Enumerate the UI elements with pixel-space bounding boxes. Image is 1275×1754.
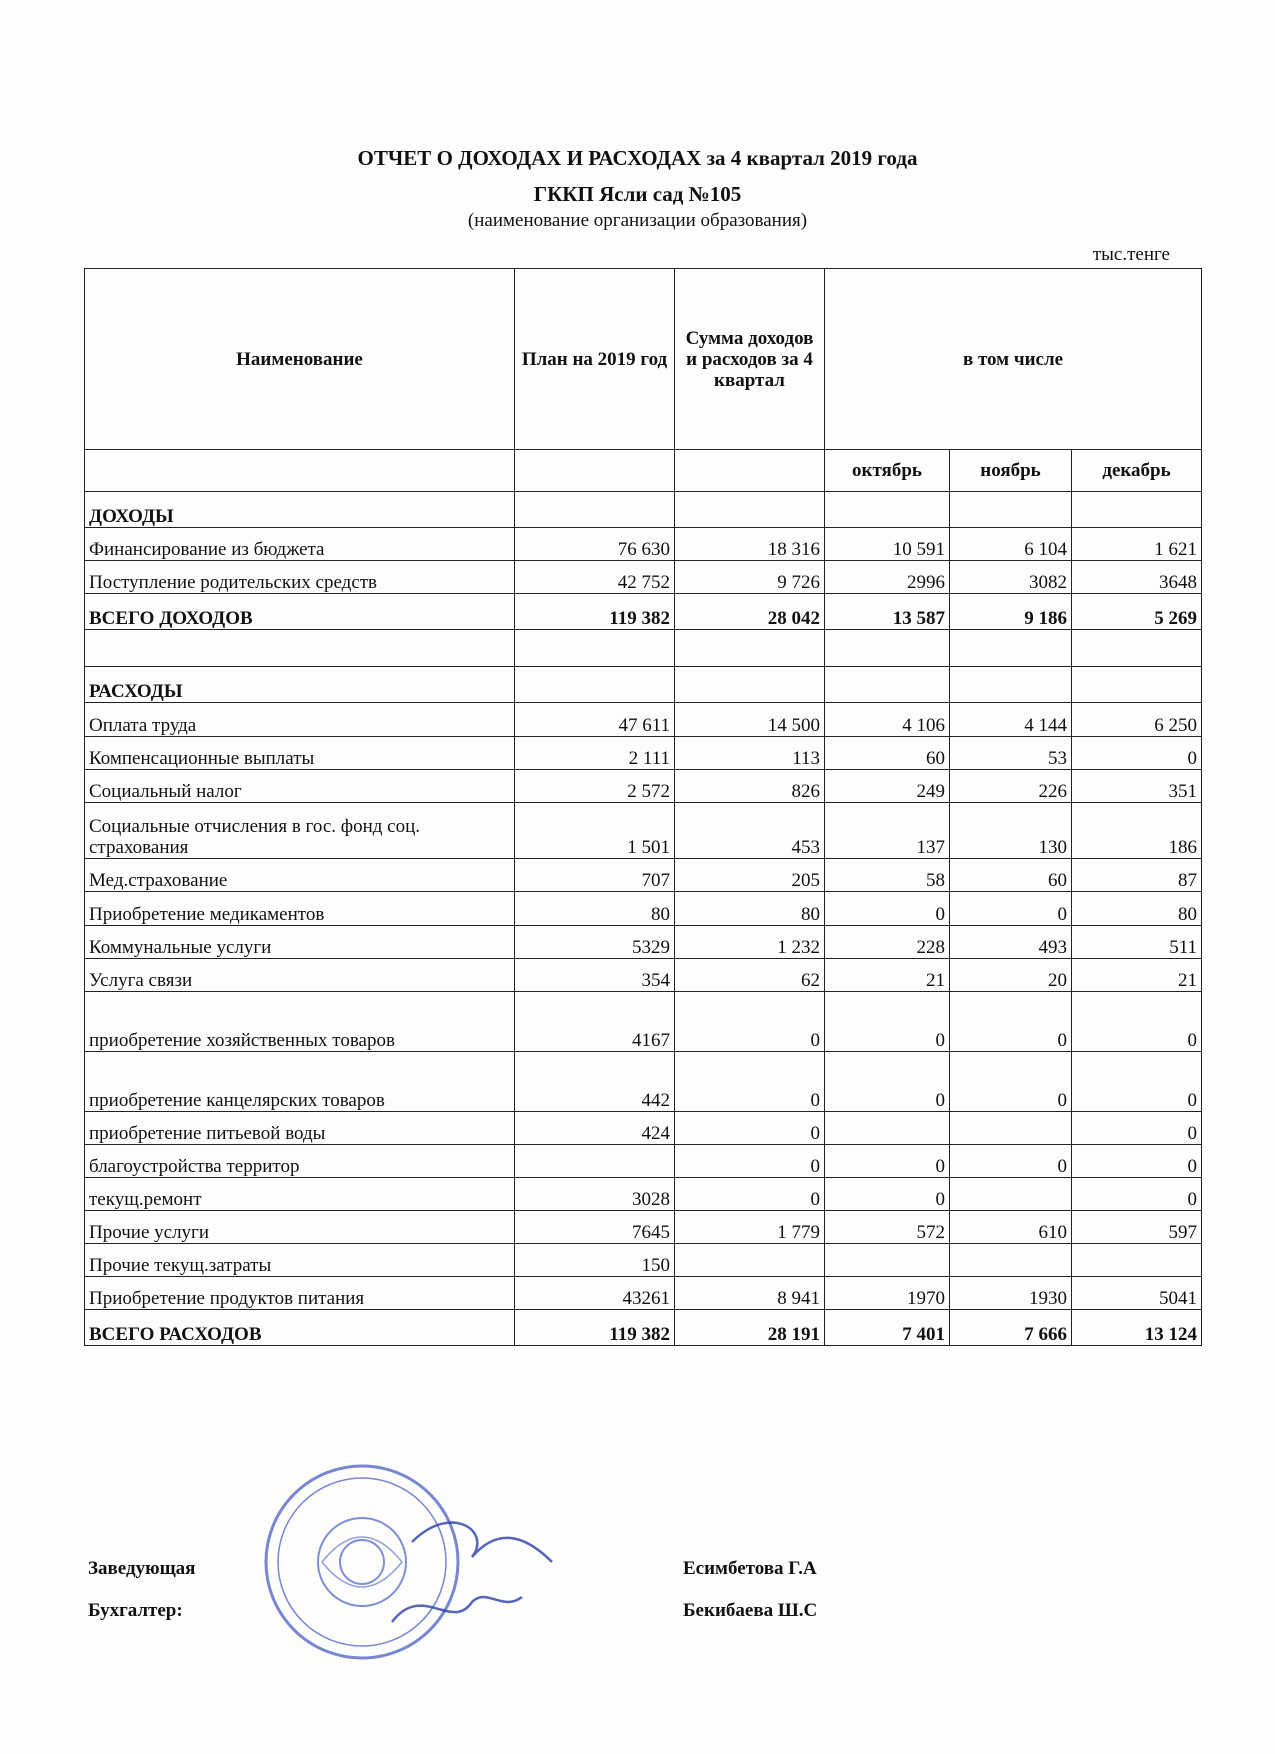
row-november xyxy=(950,630,1072,667)
row-december xyxy=(1072,630,1202,667)
table-row xyxy=(85,1244,1202,1277)
row-plan: 707 xyxy=(515,859,675,892)
row-plan xyxy=(515,1145,675,1178)
row-october: 0 xyxy=(825,992,950,1052)
row-sum: 0 xyxy=(675,992,825,1052)
row-december xyxy=(1072,667,1202,703)
row-december: 1 621 xyxy=(1072,528,1202,561)
row-december: 0 xyxy=(1072,1112,1202,1145)
row-december: 21 xyxy=(1072,959,1202,992)
header-name: Наименование xyxy=(85,269,515,450)
row-november: 6 104 xyxy=(950,528,1072,561)
row-october: 0 xyxy=(825,1178,950,1211)
row-october: 7 401 xyxy=(825,1310,950,1346)
row-december: 5 269 xyxy=(1072,594,1202,630)
table-row xyxy=(85,803,1202,859)
row-november: 60 xyxy=(950,859,1072,892)
row-sum: 8 941 xyxy=(675,1277,825,1310)
row-december: 87 xyxy=(1072,859,1202,892)
table-row xyxy=(85,892,1202,926)
row-sum: 1 779 xyxy=(675,1211,825,1244)
row-name: Приобретение продуктов питания xyxy=(85,1277,515,1310)
row-name: Услуга связи xyxy=(85,959,515,992)
row-december: 511 xyxy=(1072,926,1202,959)
row-plan: 3028 xyxy=(515,1178,675,1211)
official-stamp-seal xyxy=(262,1462,562,1662)
row-december: 0 xyxy=(1072,992,1202,1052)
table-row xyxy=(85,959,1202,992)
row-name: текущ.ремонт xyxy=(85,1178,515,1211)
row-plan: 7645 xyxy=(515,1211,675,1244)
header-month-december: декабрь xyxy=(1072,450,1202,492)
report-table xyxy=(84,268,1202,1346)
row-name: приобретение хозяйственных товаров xyxy=(85,992,515,1052)
row-sum: 28 042 xyxy=(675,594,825,630)
header-month-november: ноябрь xyxy=(950,450,1072,492)
row-november: 20 xyxy=(950,959,1072,992)
row-october xyxy=(825,1244,950,1277)
table-row xyxy=(85,770,1202,803)
header-including: в том числе xyxy=(825,269,1202,450)
header-month-october: октябрь xyxy=(825,450,950,492)
row-sum xyxy=(675,1244,825,1277)
row-december: 0 xyxy=(1072,1052,1202,1112)
row-sum xyxy=(675,630,825,667)
table-row xyxy=(85,926,1202,959)
header-empty xyxy=(675,450,825,492)
row-december: 597 xyxy=(1072,1211,1202,1244)
row-november: 130 xyxy=(950,803,1072,859)
table-row xyxy=(85,1211,1202,1244)
row-december: 13 124 xyxy=(1072,1310,1202,1346)
row-plan: 119 382 xyxy=(515,594,675,630)
row-name: Коммунальные услуги xyxy=(85,926,515,959)
row-name: приобретение питьевой воды xyxy=(85,1112,515,1145)
header-plan: План на 2019 год xyxy=(515,269,675,450)
head-role: Заведующая xyxy=(88,1558,196,1579)
row-october xyxy=(825,492,950,528)
row-december: 0 xyxy=(1072,737,1202,770)
row-december xyxy=(1072,1244,1202,1277)
row-december: 351 xyxy=(1072,770,1202,803)
table-row xyxy=(85,1145,1202,1178)
row-october: 1970 xyxy=(825,1277,950,1310)
row-december: 0 xyxy=(1072,1145,1202,1178)
table-row xyxy=(85,1277,1202,1310)
row-sum: 826 xyxy=(675,770,825,803)
row-name: Финансирование из бюджета xyxy=(85,528,515,561)
row-plan xyxy=(515,630,675,667)
row-november: 493 xyxy=(950,926,1072,959)
row-sum: 0 xyxy=(675,1052,825,1112)
row-name: Прочие услуги xyxy=(85,1211,515,1244)
row-december: 80 xyxy=(1072,892,1202,926)
table-row xyxy=(85,1310,1202,1346)
row-plan: 424 xyxy=(515,1112,675,1145)
row-october: 0 xyxy=(825,892,950,926)
row-plan: 76 630 xyxy=(515,528,675,561)
row-plan: 1 501 xyxy=(515,803,675,859)
row-name: ВСЕГО РАСХОДОВ xyxy=(85,1310,515,1346)
row-november: 0 xyxy=(950,1052,1072,1112)
row-december: 0 xyxy=(1072,1178,1202,1211)
row-october: 60 xyxy=(825,737,950,770)
row-name: Приобретение медикаментов xyxy=(85,892,515,926)
organization-name: ГККП Ясли сад №105 xyxy=(533,182,742,206)
row-plan: 43261 xyxy=(515,1277,675,1310)
table-row xyxy=(85,859,1202,892)
row-name: Социальный налог xyxy=(85,770,515,803)
row-sum: 453 xyxy=(675,803,825,859)
row-sum xyxy=(675,492,825,528)
row-name: Компенсационные выплаты xyxy=(85,737,515,770)
table-row xyxy=(85,703,1202,737)
row-sum: 62 xyxy=(675,959,825,992)
row-plan: 354 xyxy=(515,959,675,992)
row-october: 13 587 xyxy=(825,594,950,630)
row-november xyxy=(950,1244,1072,1277)
row-october: 10 591 xyxy=(825,528,950,561)
row-name: Мед.страхование xyxy=(85,859,515,892)
row-plan: 442 xyxy=(515,1052,675,1112)
row-november xyxy=(950,1178,1072,1211)
row-november xyxy=(950,667,1072,703)
row-plan: 150 xyxy=(515,1244,675,1277)
table-row xyxy=(85,492,1202,528)
row-november: 610 xyxy=(950,1211,1072,1244)
row-november: 53 xyxy=(950,737,1072,770)
row-december: 186 xyxy=(1072,803,1202,859)
row-november: 7 666 xyxy=(950,1310,1072,1346)
table-row xyxy=(85,594,1202,630)
row-sum: 28 191 xyxy=(675,1310,825,1346)
table-row xyxy=(85,1178,1202,1211)
row-plan: 4167 xyxy=(515,992,675,1052)
accountant-name: Бекибаева Ш.С xyxy=(683,1600,818,1621)
row-sum: 1 232 xyxy=(675,926,825,959)
row-name: Прочие текущ.затраты xyxy=(85,1244,515,1277)
report-title: ОТЧЕТ О ДОХОДАХ И РАСХОДАХ за 4 квартал 2019 года xyxy=(357,146,918,170)
row-october: 21 xyxy=(825,959,950,992)
header-sum: Сумма доходов и расходов за 4 квартал xyxy=(675,269,825,450)
row-plan: 80 xyxy=(515,892,675,926)
row-name: приобретение канцелярских товаров xyxy=(85,1052,515,1112)
accountant-role: Бухгалтер: xyxy=(88,1600,183,1621)
row-sum: 205 xyxy=(675,859,825,892)
row-plan xyxy=(515,492,675,528)
row-plan: 42 752 xyxy=(515,561,675,594)
row-october xyxy=(825,1112,950,1145)
row-name: ДОХОДЫ xyxy=(85,492,515,528)
row-october: 228 xyxy=(825,926,950,959)
row-december: 5041 xyxy=(1072,1277,1202,1310)
row-name: Поступление родительских средств xyxy=(85,561,515,594)
table-row xyxy=(85,737,1202,770)
table-row xyxy=(85,1112,1202,1145)
row-sum: 14 500 xyxy=(675,703,825,737)
row-plan: 47 611 xyxy=(515,703,675,737)
row-sum: 9 726 xyxy=(675,561,825,594)
row-october xyxy=(825,630,950,667)
row-october: 249 xyxy=(825,770,950,803)
row-sum: 0 xyxy=(675,1145,825,1178)
row-october: 58 xyxy=(825,859,950,892)
currency-units: тыс.тенге xyxy=(1092,244,1170,265)
table-row xyxy=(85,528,1202,561)
row-december: 3648 xyxy=(1072,561,1202,594)
row-november: 0 xyxy=(950,1145,1072,1178)
row-sum: 0 xyxy=(675,1178,825,1211)
head-name: Есимбетова Г.А xyxy=(683,1558,817,1579)
row-november xyxy=(950,1112,1072,1145)
row-plan: 119 382 xyxy=(515,1310,675,1346)
organization-note: (наименование организации образования) xyxy=(467,210,808,231)
row-name: Социальные отчисления в гос. фонд соц. страхования xyxy=(85,803,515,859)
row-sum xyxy=(675,667,825,703)
header-empty xyxy=(85,450,515,492)
table-row xyxy=(85,561,1202,594)
row-plan: 2 111 xyxy=(515,737,675,770)
row-november: 3082 xyxy=(950,561,1072,594)
row-name xyxy=(85,630,515,667)
row-december: 6 250 xyxy=(1072,703,1202,737)
row-october xyxy=(825,667,950,703)
row-sum: 113 xyxy=(675,737,825,770)
row-november: 1930 xyxy=(950,1277,1072,1310)
row-october: 4 106 xyxy=(825,703,950,737)
table-row xyxy=(85,630,1202,667)
row-october: 2996 xyxy=(825,561,950,594)
row-december xyxy=(1072,492,1202,528)
row-november: 9 186 xyxy=(950,594,1072,630)
row-october: 137 xyxy=(825,803,950,859)
row-november: 226 xyxy=(950,770,1072,803)
row-october: 0 xyxy=(825,1145,950,1178)
row-name: благоустройства территор xyxy=(85,1145,515,1178)
row-name: Оплата труда xyxy=(85,703,515,737)
row-name: ВСЕГО ДОХОДОВ xyxy=(85,594,515,630)
header-empty xyxy=(515,450,675,492)
row-november xyxy=(950,492,1072,528)
row-november: 0 xyxy=(950,992,1072,1052)
row-name: РАСХОДЫ xyxy=(85,667,515,703)
row-october: 572 xyxy=(825,1211,950,1244)
row-october: 0 xyxy=(825,1052,950,1112)
row-november: 0 xyxy=(950,892,1072,926)
row-november: 4 144 xyxy=(950,703,1072,737)
row-plan: 2 572 xyxy=(515,770,675,803)
table-row xyxy=(85,667,1202,703)
row-plan xyxy=(515,667,675,703)
row-plan: 5329 xyxy=(515,926,675,959)
table-row xyxy=(85,1052,1202,1112)
table-row xyxy=(85,992,1202,1052)
row-sum: 80 xyxy=(675,892,825,926)
row-sum: 18 316 xyxy=(675,528,825,561)
row-sum: 0 xyxy=(675,1112,825,1145)
